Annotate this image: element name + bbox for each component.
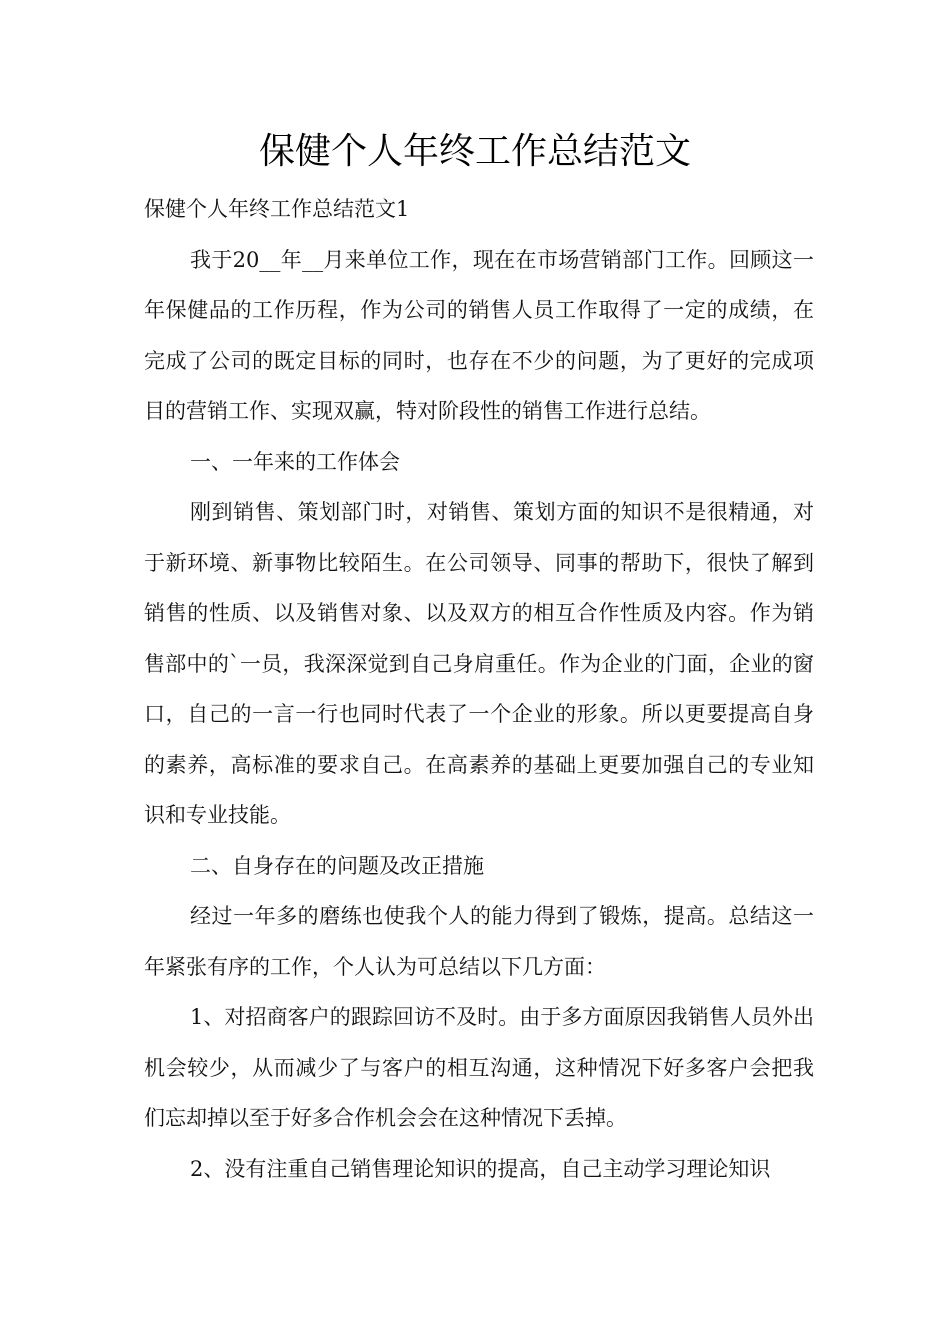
- paragraph-item-2: 2、没有注重自己销售理论知识的提高，自己主动学习理论知识: [190, 1156, 771, 1181]
- paragraph-experience: 刚到销售、策划部门时，对销售、策划方面的知识不是很精通，对于新环境、新事物比较陌生。在公司领导、同事的帮助下，很快了解到销售的性质、以及销售对象、以及双方的相互合作性质及内容。作为销售部中的`一员，我深深觉到自己身肩重任。作为企业的门面，企业的窗口，自己的一言一行也同时代表了一个企业的形象。所以更要提高自身的素养，高标准的要求自己。在高素养的基础上更要加强自己的专业知识和专业技能。: [144, 500, 814, 827]
- section-heading-2: 二、自身存在的问题及改正措施: [190, 853, 484, 878]
- section-heading-1: 一、一年来的工作体会: [190, 449, 400, 474]
- document-subtitle: 保健个人年终工作总结范文1: [144, 197, 410, 221]
- paragraph-intro: 我于20__年__月来单位工作，现在在市场营销部门工作。回顾这一年保健品的工作历程，作为公司的销售人员工作取得了一定的成绩，在完成了公司的既定目标的同时，也存在不少的问题，为了更好的完成项目的营销工作、实现双赢，特对阶段性的销售工作进行总结。: [144, 247, 814, 423]
- paragraph-summary: 经过一年多的磨练也使我个人的能力得到了锻炼，提高。总结这一年紧张有序的工作，个人认为可总结以下几方面：: [144, 904, 814, 979]
- document-title: 保健个人年终工作总结范文: [258, 131, 691, 172]
- paragraph-item-1: 1、对招商客户的跟踪回访不及时。由于多方面原因我销售人员外出机会较少，从而减少了与客户的相互沟通，这种情况下好多客户会把我们忘却掉以至于好多合作机会会在这种情况下丢掉。: [144, 1005, 814, 1130]
- document-body: [144, 184, 814, 1194]
